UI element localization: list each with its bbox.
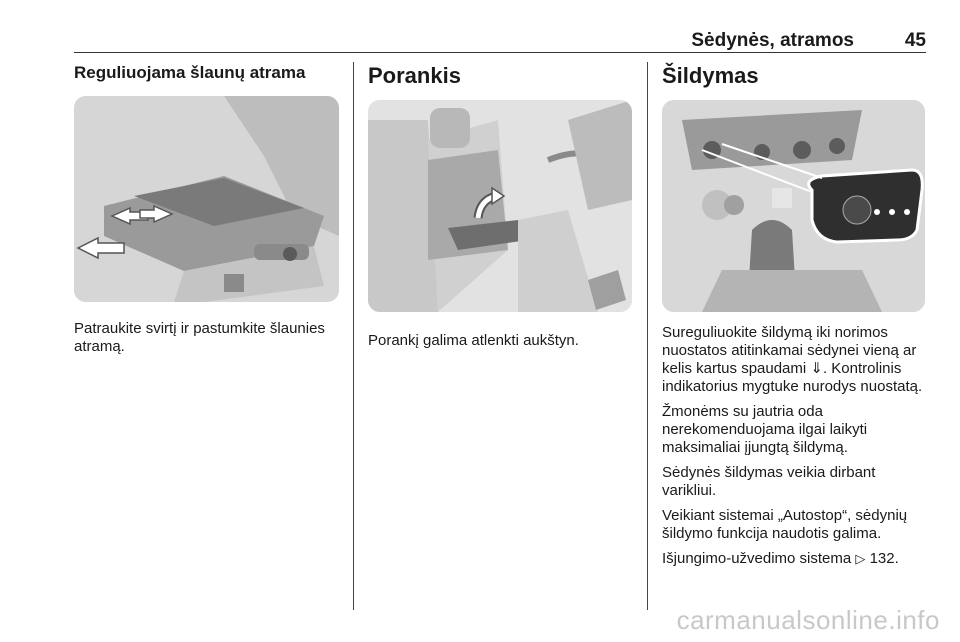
watermark: carmanualsonline.info [676,605,940,635]
column-heating [662,62,926,90]
column-divider [647,62,648,610]
column-armrest [368,62,634,90]
heating-paragraph-5 [662,550,930,568]
armrest-instruction: Porankį galima atlenkti aukštyn. [368,332,579,349]
heating-paragraph-3: Sėdynės šildymas veikia dirbant varikliui. [662,464,876,499]
thigh-support-text-block [74,320,342,356]
column-divider [353,62,354,610]
page-reference-arrow-icon: ▷ [855,551,866,566]
page-number: 45 [904,30,926,51]
page-header [74,30,926,53]
cross-reference-page[interactable]: 132. [869,550,899,567]
thigh-support-illustration [74,96,339,302]
heating-text-block [662,324,930,568]
seat-heating-illustration [662,100,925,312]
heating-paragraph-4: Veikiant sistemai „Autostop“, sėdynių šildymo funkcija naudotis galima. [662,507,908,542]
heading-armrest: Porankis [368,63,461,88]
armrest-illustration [368,100,632,312]
heating-paragraph-2: Žmonėms su jautria oda nerekomenduojama ilgai laikyti maksimaliai įjungtą šildymą. [662,403,868,456]
thigh-support-instruction: Patraukite svirtį ir pastumkite šlaunies atramą. [74,320,325,355]
column-thigh-support [74,62,342,84]
section-title: Sėdynės, atramos [691,30,854,51]
armrest-text-block [368,332,634,350]
heating-paragraph-1: Sureguliuokite šildymą iki norimos nuostatos atitinkamai sėdynei vieną ar kelis kartus spaudami ⇓. Kontrolinis indikatorius mygtuke nurodys nuostatą. [662,324,923,395]
heading-heating: Šildymas [662,63,759,88]
cross-reference-text: Išjungimo-užvedimo sistema [662,550,852,567]
heading-thigh-support: Reguliuojama šlaunų atrama [74,63,306,82]
